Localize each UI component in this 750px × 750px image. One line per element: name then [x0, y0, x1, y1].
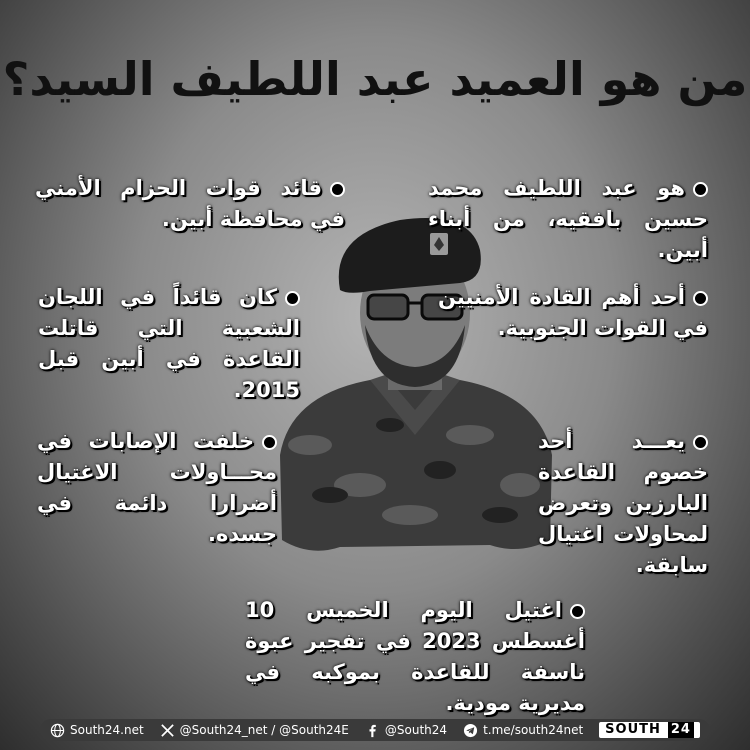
footer-bar	[40, 719, 710, 741]
telegram-icon	[463, 723, 478, 738]
bullet-c1: اغتيل اليوم الخميس 10 أغسطس 2023 في تفجير عبوة ناسفة للقاعدة بموكبه في مديرية مودية.	[245, 598, 585, 715]
bullet-dot-icon	[285, 291, 300, 306]
south24-logo: SOUTH 24	[599, 722, 700, 738]
website-link[interactable]: South24.net	[50, 723, 144, 738]
bullet-l1: قائد قوات الحزام الأمني في محافظة أبين.	[35, 176, 345, 231]
bullet-dot-icon	[693, 182, 708, 197]
bullet-r2: أحد أهم القادة الأمنيين في القوات الجنوبية.	[438, 285, 708, 340]
bullet-dot-icon	[570, 604, 585, 619]
telegram-link[interactable]: t.me/south24net	[463, 723, 583, 738]
bullet-dot-icon	[262, 435, 277, 450]
x-link[interactable]: @South24_net / @South24E	[160, 723, 349, 738]
bullet-dot-icon	[693, 435, 708, 450]
globe-icon	[50, 723, 65, 738]
bullet-r1: هو عبد اللطيف محمد حسين بافقيه، من أبناء أبين.	[428, 176, 708, 262]
x-logo-icon	[160, 723, 175, 738]
facebook-icon	[365, 723, 380, 738]
bullet-l2: كان قائداً في اللجان الشعبية التي قاتلت القاعدة في أبين قبل 2015.	[38, 285, 300, 402]
bullet-l3: خلفت الإصابات في محـــاولات الاغتيال أضرارا دائمة في جسده.	[37, 429, 277, 546]
bullet-r3: يعـــد أحد خصوم القاعدة البارزين وتعرض لمحاولات اغتيال سابقة.	[538, 429, 708, 577]
facebook-link[interactable]: @South24	[365, 723, 447, 738]
bullet-dot-icon	[693, 291, 708, 306]
page-title: من هو العميد عبد اللطيف السيد؟	[2, 52, 748, 106]
bullet-dot-icon	[330, 182, 345, 197]
